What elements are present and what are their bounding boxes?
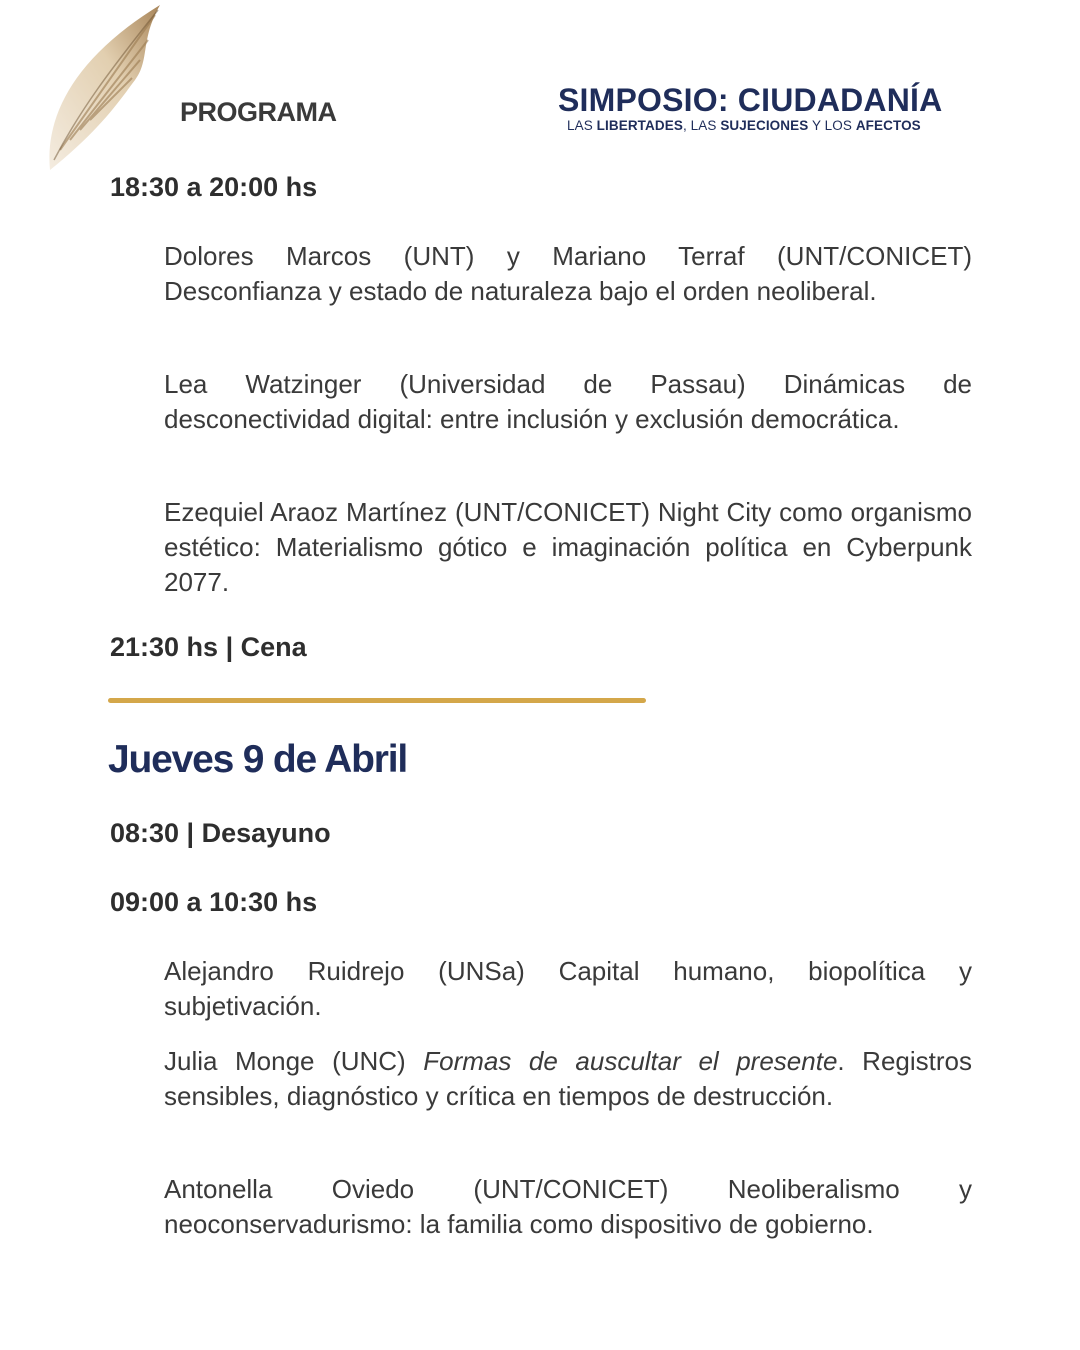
session-time: 18:30 a 20:00 hs xyxy=(110,172,318,202)
talk-entry: Dolores Marcos (UNT) y Mariano Terraf (UNT/CONICET) Desconfianza y estado de naturaleza bajo el orden neoliberal. xyxy=(164,241,972,306)
gold-divider xyxy=(108,698,646,703)
breakfast-time: 08:30 | Desayuno xyxy=(110,818,331,848)
talk-entry: Ezequiel Araoz Martínez (UNT/CONICET) Night City como organismo estético: Materialismo gótico e imaginación política en Cyberpunk 2077. xyxy=(164,497,972,597)
symposium-title: SIMPOSIO: CIUDADANÍA xyxy=(558,82,943,118)
programa-label: PROGRAMA xyxy=(180,97,337,127)
symposium-subtitle: LAS LIBERTADES, LAS SUJECIONES Y LOS AFECTOS xyxy=(567,118,921,133)
session-time: 09:00 a 10:30 hs xyxy=(110,887,318,917)
dinner-time: 21:30 hs | Cena xyxy=(110,632,307,662)
talk-entry: Julia Monge (UNC) Formas de auscultar el presente. Registros sensibles, diagnóstico y crítica en tiempos de destrucción. xyxy=(164,1046,972,1111)
talk-title-italic: Formas de auscultar el presente xyxy=(423,1046,838,1076)
talk-entry: Lea Watzinger (Universidad de Passau) Dinámicas de desconectividad digital: entre inclusión y exclusión democrática. xyxy=(164,369,972,434)
talk-entry: Alejandro Ruidrejo (UNSa) Capital humano, biopolítica y subjetivación. xyxy=(164,956,972,1021)
wing-logo-icon xyxy=(40,0,170,175)
symposium-header xyxy=(558,82,948,133)
talk-entry: Antonella Oviedo (UNT/CONICET) Neoliberalismo y neoconservadurismo: la familia como dispositivo de gobierno. xyxy=(164,1174,972,1239)
day-title: Jueves 9 de Abril xyxy=(108,738,407,781)
